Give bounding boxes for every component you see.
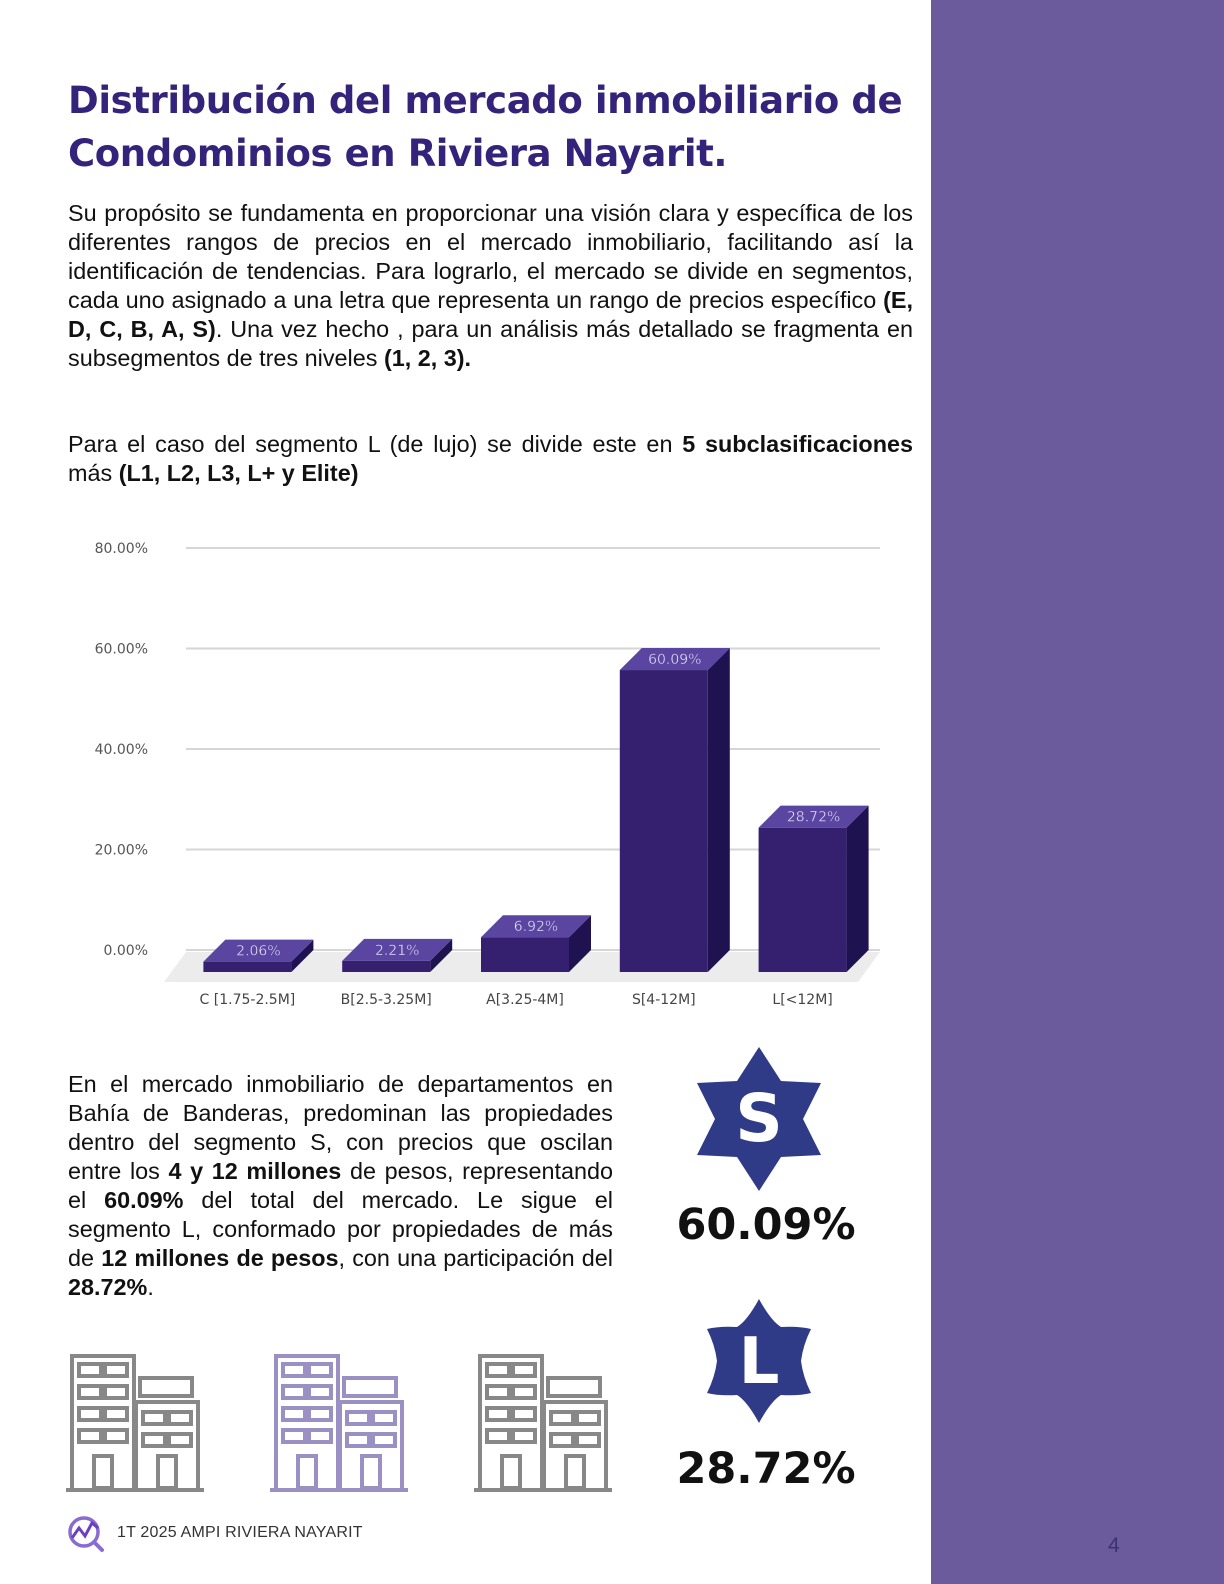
star-badge-icon [700, 1296, 818, 1426]
data-label: 2.06% [236, 943, 281, 960]
y-tick-label: 20.00% [94, 842, 148, 859]
x-category-label: C [1.75-2.5M] [199, 992, 296, 1008]
footer-text: 1T 2025 AMPI RIVIERA NAYARIT [117, 1524, 363, 1541]
analysis-paragraph: En el mercado inmobiliario de departamentos en Bahía de Banderas, predominan las propiedades dentro del segmento S, con precios que oscilan entre los 4 y 12 millones de pesos, representando el 60.09% del total del mercado. Le sigue el segmento L, conformado por propiedades de más de 12 millones de pesos, con una participación del 28.72%. [68, 1071, 613, 1300]
star-badge-icon [684, 1044, 834, 1194]
right-sidebar [931, 0, 1224, 1584]
bar [342, 961, 430, 972]
data-label: 60.09% [648, 652, 702, 669]
ampi-logo-icon [66, 1514, 106, 1554]
bar [203, 962, 291, 972]
data-label: 2.21% [374, 942, 420, 959]
building-icon [64, 1352, 206, 1494]
luxury-segment-paragraph: Para el caso del segmento L (de lujo) se divide este en 5 subclasificaciones más (L1, L2, L3, L+ y Elite) [68, 431, 913, 486]
x-category-label: B[2.5-3.25M] [340, 992, 432, 1008]
y-tick-label: 60.00% [94, 641, 148, 658]
y-tick-label: 80.00% [94, 541, 148, 557]
segment-s-percentage: 60.09% [676, 1200, 856, 1250]
data-label: 6.92% [513, 919, 559, 936]
x-category-label: L[<12M] [772, 992, 833, 1008]
y-tick-label: 40.00% [94, 742, 148, 758]
intro-paragraph: Su propósito se fundamenta en proporcionar una visión clara y específica de los diferentes rangos de precios en el mercado inmobiliario, facilitando así la identificación de tendencias. Para lograrlo, el mercado se divide en segmentos, cada uno asignado a una letra que representa un rango de precios específico (E, D, C, B, A, S). Una vez hecho , para un análisis más detallado se fragmenta en subsegmentos de tres niveles (1, 2, 3). [68, 200, 913, 371]
bar [481, 937, 569, 972]
building-icon [472, 1352, 614, 1494]
page-number: 4 [1108, 1534, 1120, 1557]
segment-l-percentage: 28.72% [676, 1444, 856, 1494]
bar-side [708, 648, 730, 972]
y-tick-label: 0.00% [103, 943, 148, 959]
badge-letter-s: S [735, 1080, 783, 1157]
bar [620, 670, 708, 972]
x-category-label: A[3.25-4M] [486, 992, 564, 1008]
segment-distribution-chart [80, 530, 900, 1030]
x-category-label: S[4-12M] [631, 992, 696, 1008]
badge-letter-l: L [738, 1325, 780, 1399]
bar-side [847, 806, 869, 972]
bar [759, 828, 847, 972]
data-label: 28.72% [786, 809, 841, 826]
page-title: Distribución del mercado inmobiliario de Condominios en Riviera Nayarit. [68, 79, 903, 175]
bar-chart-svg [80, 530, 900, 1030]
building-icon [268, 1352, 410, 1494]
